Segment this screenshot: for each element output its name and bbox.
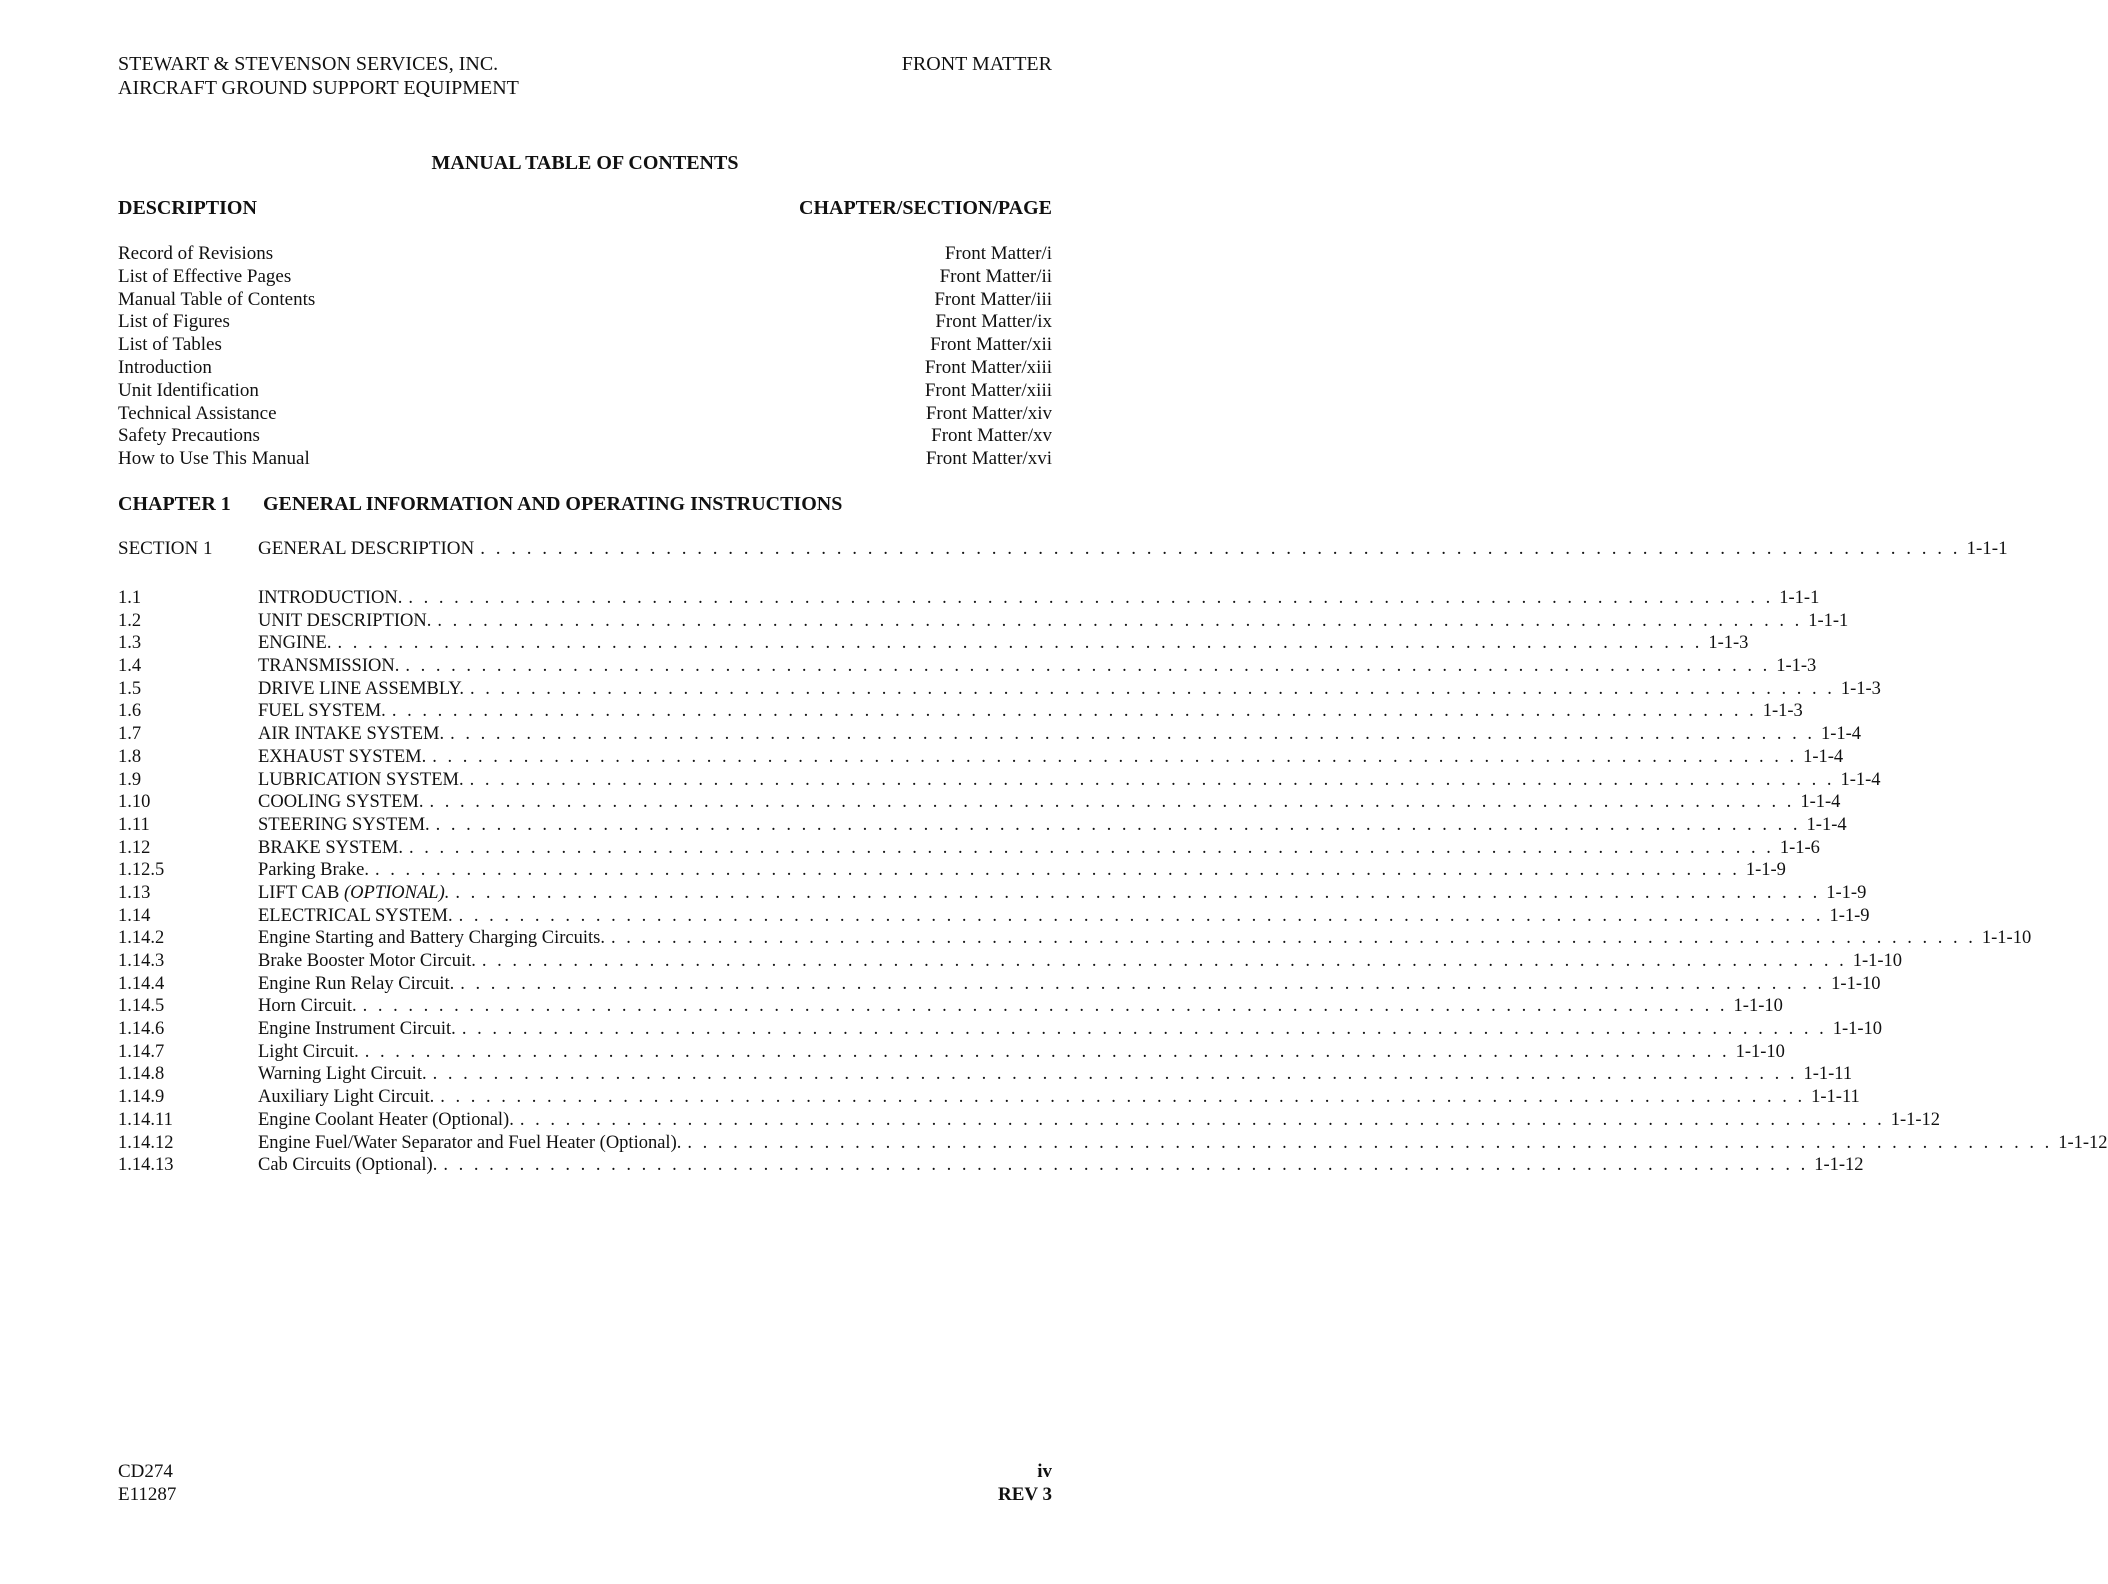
chapter-title: GENERAL INFORMATION AND OPERATING INSTRUCTIONS [263,493,843,515]
toc-entry[interactable] [118,746,1844,769]
toc-entry-number: 1.3 [118,633,142,654]
section-entry[interactable] [118,537,2008,561]
toc-entry-title-wrap [258,1154,437,1177]
toc-entry-page: 1-1-10 [1832,1019,1883,1040]
toc-entry-page: 1-1-11 [1803,1064,1853,1085]
front-matter-page: Front Matter/xiii [924,379,1052,401]
front-matter-page: Front Matter/xv [931,425,1052,447]
front-matter-row[interactable] [118,357,1052,380]
toc-entry-number: 1.2 [118,610,142,631]
dot-leader: . . . . . . . . . . . . . . . . . . . . . . . . . . . . . . . . . . . . . . . . . . . . . . . . . . . . . . . . . . . . . . . . . . . . . . . . . . . . . . . . . . . . . . . . . . [405,656,1771,677]
toc-entry-number: 1.12.5 [118,860,165,881]
dot-leader: . . . . . . . . . . . . . . . . . . . . . . . . . . . . . . . . . . . . . . . . . . . . . . . . . . . . . . . . . . . . . . . . . . . . . . . . . . . . . . . . . . . . . . . . . . [450,724,1815,745]
toc-entry-number: 1.6 [118,701,142,722]
toc-entry[interactable] [118,950,1903,973]
dot-leader: . . . . . . . . . . . . . . . . . . . . . . . . . . . . . . . . . . . . . . . . . . . . . . . . . . . . . . . . . . . . . . . . . . . . . . . . . . . . . . . . . . . . . . . . . . [362,996,1728,1017]
column-heading-description: DESCRIPTION [118,197,257,219]
toc-entry-title-wrap [258,882,449,905]
toc-entry-number: 1.14.7 [118,1041,165,1062]
column-heading-page: CHAPTER/SECTION/PAGE [799,197,1052,219]
revision: REV 3 [997,1484,1052,1505]
toc-entry-title-wrap [258,700,386,723]
toc-entry-title-wrap [258,769,464,792]
toc-entry-title: Light Circuit. [258,1041,359,1062]
dot-leader: . . . . . . . . . . . . . . . . . . . . . . . . . . . . . . . . . . . . . . . . . . . . . . . . . . . . . . . . . . . . . . . . . . . . . . . . . . . . . . . . . . . . . . . . . . [364,1041,1730,1062]
toc-entry-number: 1.14.13 [118,1155,174,1176]
toc-entry-title-wrap [258,587,402,610]
toc-entry-number: 1.14.8 [118,1064,165,1085]
toc-entry-title-wrap [258,723,444,746]
toc-entry-title: TRANSMISSION. [258,656,400,677]
toc-entry-title-wrap [258,905,453,928]
toc-entry-number: 1.10 [118,792,151,813]
toc-entry-page: 1-1-10 [1981,928,2032,949]
toc-entry-number: 1.13 [118,882,151,903]
front-matter-page: Front Matter/xii [930,334,1052,356]
dot-leader: . . . . . . . . . . . . . . . . . . . . . . . . . . . . . . . . . . . . . . . . . . . . . . . . . . . . . . . . . . . . . . . . . . . . . . . . . . . . . . . . . . . . . . . . . . [408,588,1774,608]
front-matter-page: Front Matter/xvi [925,448,1052,470]
toc-entry[interactable] [118,1041,1785,1064]
dot-leader: . . . . . . . . . . . . . . . . . . . . . . . . . . . . . . . . . . . . . . . . . . . . . . . . . . . . . . . . . . . . . . . . . . . . . . . . . . . . . . . . . . . . . . . . . . [440,1087,1806,1108]
section-title: GENERAL DESCRIPTION [258,538,475,559]
toc-entry-page: 1-1-3 [1762,701,1803,722]
toc-entry-number: 1.14.5 [118,996,165,1017]
toc-entry-number: 1.14.2 [118,928,165,949]
doc-id: CD274 [118,1461,173,1482]
front-matter-label: Unit Identification [118,379,259,401]
front-matter-label: Record of Revisions [118,243,274,264]
toc-entry-title-wrap [258,859,369,882]
toc-entry-number: 1.14.4 [118,973,165,994]
toc-entry-page: 1-1-12 [2058,1132,2108,1153]
toc-entry-title-wrap [258,791,423,814]
toc-entry-page: 1-1-9 [1826,882,1867,903]
toc-entry-page: 1-1-11 [1811,1087,1860,1108]
toc-entry-number: 1.12 [118,837,151,858]
toc-entry[interactable] [118,632,1749,655]
toc-entry[interactable] [118,1086,1860,1109]
front-matter-label: Manual Table of Contents [118,288,316,310]
toc-entry-title-wrap [258,1132,681,1155]
front-matter-page: Front Matter/i [944,243,1052,264]
toc-entry-page: 1-1-4 [1800,792,1841,813]
header-section: FRONT MATTER [901,53,1052,75]
toc-entry-number: 1.5 [118,678,142,699]
toc-entry[interactable] [118,927,2032,950]
toc-entry-page: 1-1-10 [1735,1041,1785,1062]
toc-entry-title: LUBRICATION SYSTEM. [258,769,464,790]
dot-leader: . . . . . . . . . . . . . . . . . . . . . . . . . . . . . . . . . . . . . . . . . . . . . . . . . . . . . . . . . . . . . . . . . . . . . . . . . . . . . . . . . . . . . . . . . . . . . . . . [480,538,1961,559]
dot-leader: . . . . . . . . . . . . . . . . . . . . . . . . . . . . . . . . . . . . . . . . . . . . . . . . . . . . . . . . . . . . . . . . . . . . . . . . . . . . . . . . . . . . . . . . . . [469,769,1835,790]
toc-entry-page: 1-1-9 [1829,905,1870,926]
toc-entry-title: Engine Starting and Battery Charging Circuits. [258,928,605,949]
toc-entry-number: 1.14.11 [118,1109,173,1130]
toc-entry[interactable] [118,995,1783,1018]
front-matter-page: Front Matter/xiii [924,356,1052,378]
dot-leader: . . . . . . . . . . . . . . . . . . . . . . . . . . . . . . . . . . . . . . . . . . . . . . . . . . . . . . . . . . . . . . . . . . . . . . . . . . . . . . . . . . . . . . . . . . [687,1132,2053,1153]
front-matter-row[interactable] [118,380,1052,403]
toc-entry-page: 1-1-1 [1779,588,1820,608]
toc-entry-title-wrap [258,610,431,633]
dot-leader: . . . . . . . . . . . . . . . . . . . . . . . . . . . . . . . . . . . . . . . . . . . . . . . . . . . . . . . . . . . . . . . . . . . . . . . . . . . . . . . . . . . . . . . . . . [337,633,1703,654]
page-number: iv [1037,1461,1052,1482]
toc-entry-title-wrap [258,950,476,973]
front-matter-label: List of Tables [118,334,222,356]
dot-leader: . . . . . . . . . . . . . . . . . . . . . . . . . . . . . . . . . . . . . . . . . . . . . . . . . . . . . . . . . . . . . . . . . . . . . . . . . . . . . . . . . . . . . . . . . . [391,701,1757,722]
front-matter-row[interactable] [118,311,1052,334]
page-title: MANUAL TABLE OF CONTENTS [431,152,739,174]
toc-entry-number: 1.14.12 [118,1132,174,1153]
toc-entry-title: UNIT DESCRIPTION. [258,610,432,631]
toc-entry-title-wrap [258,1063,427,1086]
front-matter-row[interactable] [118,289,1052,312]
company-name: STEWART & STEVENSON SERVICES, INC. [118,53,499,75]
toc-entries [118,587,2108,1177]
toc-entry-title-wrap [258,837,403,860]
front-matter-label: Safety Precautions [118,425,260,447]
toc-entry[interactable] [118,655,1817,678]
toc-entry-title: COOLING SYSTEM. [258,792,424,813]
toc-entry-page: 1-1-10 [1831,973,1881,994]
dot-leader: . . . . . . . . . . . . . . . . . . . . . . . . . . . . . . . . . . . . . . . . . . . . . . . . . . . . . . . . . . . . . . . . . . . . . . . . . . . . . . . . . . . . . . . . . . [611,928,1976,949]
dot-leader: . . . . . . . . . . . . . . . . . . . . . . . . . . . . . . . . . . . . . . . . . . . . . . . . . . . . . . . . . . . . . . . . . . . . . . . . . . . . . . . . . . . . . . . . . . [432,746,1798,767]
dot-leader: . . . . . . . . . . . . . . . . . . . . . . . . . . . . . . . . . . . . . . . . . . . . . . . . . . . . . . . . . . . . . . . . . . . . . . . . . . . . . . . . . . . . . . . . . . [481,951,1847,971]
toc-entry-page: 1-1-3 [1840,678,1881,699]
header-left [118,52,519,100]
toc-entry[interactable] [118,973,1881,996]
front-matter-row[interactable] [118,448,1052,471]
toc-entry-page: 1-1-6 [1779,837,1820,858]
toc-entry-title: Brake Booster Motor Circuit. [258,951,476,971]
dot-leader: . . . . . . . . . . . . . . . . . . . . . . . . . . . . . . . . . . . . . . . . . . . . . . . . . . . . . . . . . . . . . . . . . . . . . . . . . . . . . . . . . . . . . . . . . . [443,1155,1809,1176]
toc-entry-number: 1.14.3 [118,951,165,971]
toc-entry-title-wrap [258,927,605,950]
toc-entry-title-wrap [258,1086,434,1109]
toc-entry-page: 1-1-3 [1776,656,1817,677]
toc-entry-number: 1.1 [118,588,142,608]
toc-entry-title-wrap [258,1109,514,1132]
toc-entry-title-wrap [258,678,464,701]
toc-entry[interactable] [118,769,1881,792]
front-matter-label: How to Use This Manual [118,448,310,470]
toc-entry[interactable] [118,723,1862,746]
toc-entry[interactable] [118,882,1867,905]
front-matter-row[interactable] [118,243,1052,266]
dot-leader: . . . . . . . . . . . . . . . . . . . . . . . . . . . . . . . . . . . . . . . . . . . . . . . . . . . . . . . . . . . . . . . . . . . . . . . . . . . . . . . . . . . . . . . . . . [435,814,1801,835]
toc-entry-title: Cab Circuits (Optional). [258,1155,438,1176]
front-matter-page: Front Matter/iii [934,288,1052,310]
toc-entry-title: AIR INTAKE SYSTEM. [258,724,445,745]
toc-entry-title: EXHAUST SYSTEM. [258,746,427,767]
dot-leader: . . . . . . . . . . . . . . . . . . . . . . . . . . . . . . . . . . . . . . . . . . . . . . . . . . . . . . . . . . . . . . . . . . . . . . . . . . . . . . . . . . . . . . . . . . [460,973,1826,994]
front-matter-page: Front Matter/xiv [925,402,1052,424]
doc-number: E11287 [118,1484,177,1505]
toc-entry-title-wrap [258,973,454,996]
dot-leader: . . . . . . . . . . . . . . . . . . . . . . . . . . . . . . . . . . . . . . . . . . . . . . . . . . . . . . . . . . . . . . . . . . . . . . . . . . . . . . . . . . . . . . . . . . [519,1109,1885,1130]
toc-entry-title-wrap [258,746,426,769]
toc-entry-title: Engine Run Relay Circuit. [258,973,455,994]
toc-entry-page: 1-1-4 [1840,769,1881,790]
section-number: SECTION 1 [118,538,213,559]
toc-entry-title: Horn Circuit. [258,996,357,1017]
toc-entry[interactable] [118,905,1870,928]
chapter-heading [118,493,842,516]
dot-leader: . . . . . . . . . . . . . . . . . . . . . . . . . . . . . . . . . . . . . . . . . . . . . . . . . . . . . . . . . . . . . . . . . . . . . . . . . . . . . . . . . . . . . . . . . . [461,1019,1827,1040]
toc-entry-page: 1-1-12 [1890,1109,1941,1130]
footer-right [998,1460,1052,1506]
toc-entry[interactable] [118,610,1849,633]
toc-entry-title: Engine Coolant Heater (Optional). [258,1109,514,1130]
toc-entry-number: 1.7 [118,724,142,745]
toc-entry-title: LIFT CAB [258,882,340,903]
toc-entry[interactable] [118,587,1820,610]
front-matter-row[interactable] [118,266,1052,289]
front-matter-row[interactable] [118,403,1052,426]
dot-leader: . . . . . . . . . . . . . . . . . . . . . . . . . . . . . . . . . . . . . . . . . . . . . . . . . . . . . . . . . . . . . . . . . . . . . . . . . . . . . . . . . . . . . . . . . . [408,837,1774,858]
toc-entry[interactable] [118,1063,1853,1086]
toc-entry-title-wrap [258,814,430,837]
toc-entry-page: 1-1-9 [1745,860,1786,881]
toc-entry-title: Engine Fuel/Water Separator and Fuel Heater (Optional). [258,1132,682,1153]
toc-entry-number: 1.8 [118,746,142,767]
toc-entry-number: 1.14.9 [118,1087,165,1108]
dot-leader: . . . . . . . . . . . . . . . . . . . . . . . . . . . . . . . . . . . . . . . . . . . . . . . . . . . . . . . . . . . . . . . . . . . . . . . . . . . . . . . . . . . . . . . . . . [437,610,1803,631]
toc-entry-title: FUEL SYSTEM. [258,701,386,722]
toc-entry-page: 1-1-4 [1803,746,1844,767]
front-matter-page: Front Matter/ix [935,311,1052,333]
toc-entry-title: INTRODUCTION. [258,588,403,608]
toc-entry[interactable] [118,859,1786,882]
toc-entry[interactable] [118,814,1847,837]
toc-entry[interactable] [118,700,1803,723]
toc-entry-title: Auxiliary Light Circuit. [258,1087,435,1108]
toc-entry-number: 1.11 [118,814,150,835]
front-matter-label: List of Figures [118,311,230,333]
chapter-number: CHAPTER 1 [118,493,231,515]
front-matter-page: Front Matter/ii [939,265,1052,287]
toc-entry-number: 1.4 [118,656,142,677]
toc-entry[interactable] [118,678,1881,701]
toc-entry-page: 1-1-10 [1852,951,1903,971]
toc-entry-page: 1-1-3 [1708,633,1749,654]
toc-entry[interactable] [118,791,1841,814]
toc-entry-title-wrap [258,995,357,1018]
toc-entry-page: 1-1-4 [1820,724,1862,745]
front-matter-label: List of Effective Pages [118,265,292,287]
toc-entry-title-italic: (OPTIONAL). [344,882,450,903]
toc-entry[interactable] [118,1154,1864,1177]
section-page: 1-1-1 [1966,538,2008,559]
toc-entry-title: Warning Light Circuit. [258,1064,427,1085]
toc-entry-page: 1-1-1 [1808,610,1849,631]
toc-entry[interactable] [118,1132,2108,1155]
toc-entry-title: DRIVE LINE ASSEMBLY. [258,678,464,699]
division-name: AIRCRAFT GROUND SUPPORT EQUIPMENT [118,77,519,99]
toc-entry-title: ELECTRICAL SYSTEM. [258,905,453,926]
toc-entry-title-wrap [258,1018,456,1041]
toc-entry-number: 1.9 [118,769,142,790]
front-matter-list [118,243,1052,471]
toc-entry-title-wrap [258,1041,359,1064]
toc-entry-title: Engine Instrument Circuit. [258,1019,456,1040]
front-matter-row[interactable] [118,425,1052,448]
footer-left [118,1460,176,1506]
front-matter-label: Technical Assistance [118,402,277,424]
dot-leader: . . . . . . . . . . . . . . . . . . . . . . . . . . . . . . . . . . . . . . . . . . . . . . . . . . . . . . . . . . . . . . . . . . . . . . . . . . . . . . . . . . . . . . . . . . [432,1064,1798,1085]
dot-leader: . . . . . . . . . . . . . . . . . . . . . . . . . . . . . . . . . . . . . . . . . . . . . . . . . . . . . . . . . . . . . . . . . . . . . . . . . . . . . . . . . . . . . . . . . . [455,882,1821,903]
toc-entry-title: BRAKE SYSTEM. [258,837,403,858]
toc-entry[interactable] [118,1109,1941,1132]
toc-entry-number: 1.14 [118,905,151,926]
dot-leader: . . . . . . . . . . . . . . . . . . . . . . . . . . . . . . . . . . . . . . . . . . . . . . . . . . . . . . . . . . . . . . . . . . . . . . . . . . . . . . . . . . . . . . . . . . [429,792,1795,813]
front-matter-label: Introduction [118,356,212,378]
dot-leader: . . . . . . . . . . . . . . . . . . . . . . . . . . . . . . . . . . . . . . . . . . . . . . . . . . . . . . . . . . . . . . . . . . . . . . . . . . . . . . . . . . . . . . . . . . [458,905,1824,926]
toc-entry-title: ENGINE. [258,633,332,654]
front-matter-row[interactable] [118,334,1052,357]
dot-leader: . . . . . . . . . . . . . . . . . . . . . . . . . . . . . . . . . . . . . . . . . . . . . . . . . . . . . . . . . . . . . . . . . . . . . . . . . . . . . . . . . . . . . . . . . . [469,678,1835,699]
toc-entry-title: STEERING SYSTEM. [258,814,430,835]
toc-entry-title-wrap [258,655,399,678]
toc-entry-title-wrap [258,632,331,655]
toc-entry[interactable] [118,1018,1883,1041]
toc-entry-title: Parking Brake. [258,860,369,881]
dot-leader: . . . . . . . . . . . . . . . . . . . . . . . . . . . . . . . . . . . . . . . . . . . . . . . . . . . . . . . . . . . . . . . . . . . . . . . . . . . . . . . . . . . . . . . . . . [374,860,1740,881]
toc-entry-page: 1-1-12 [1814,1155,1864,1176]
toc-entry-number: 1.14.6 [118,1019,165,1040]
toc-entry-page: 1-1-4 [1806,814,1847,835]
toc-entry[interactable] [118,837,1820,860]
toc-entry-page: 1-1-10 [1733,996,1783,1017]
